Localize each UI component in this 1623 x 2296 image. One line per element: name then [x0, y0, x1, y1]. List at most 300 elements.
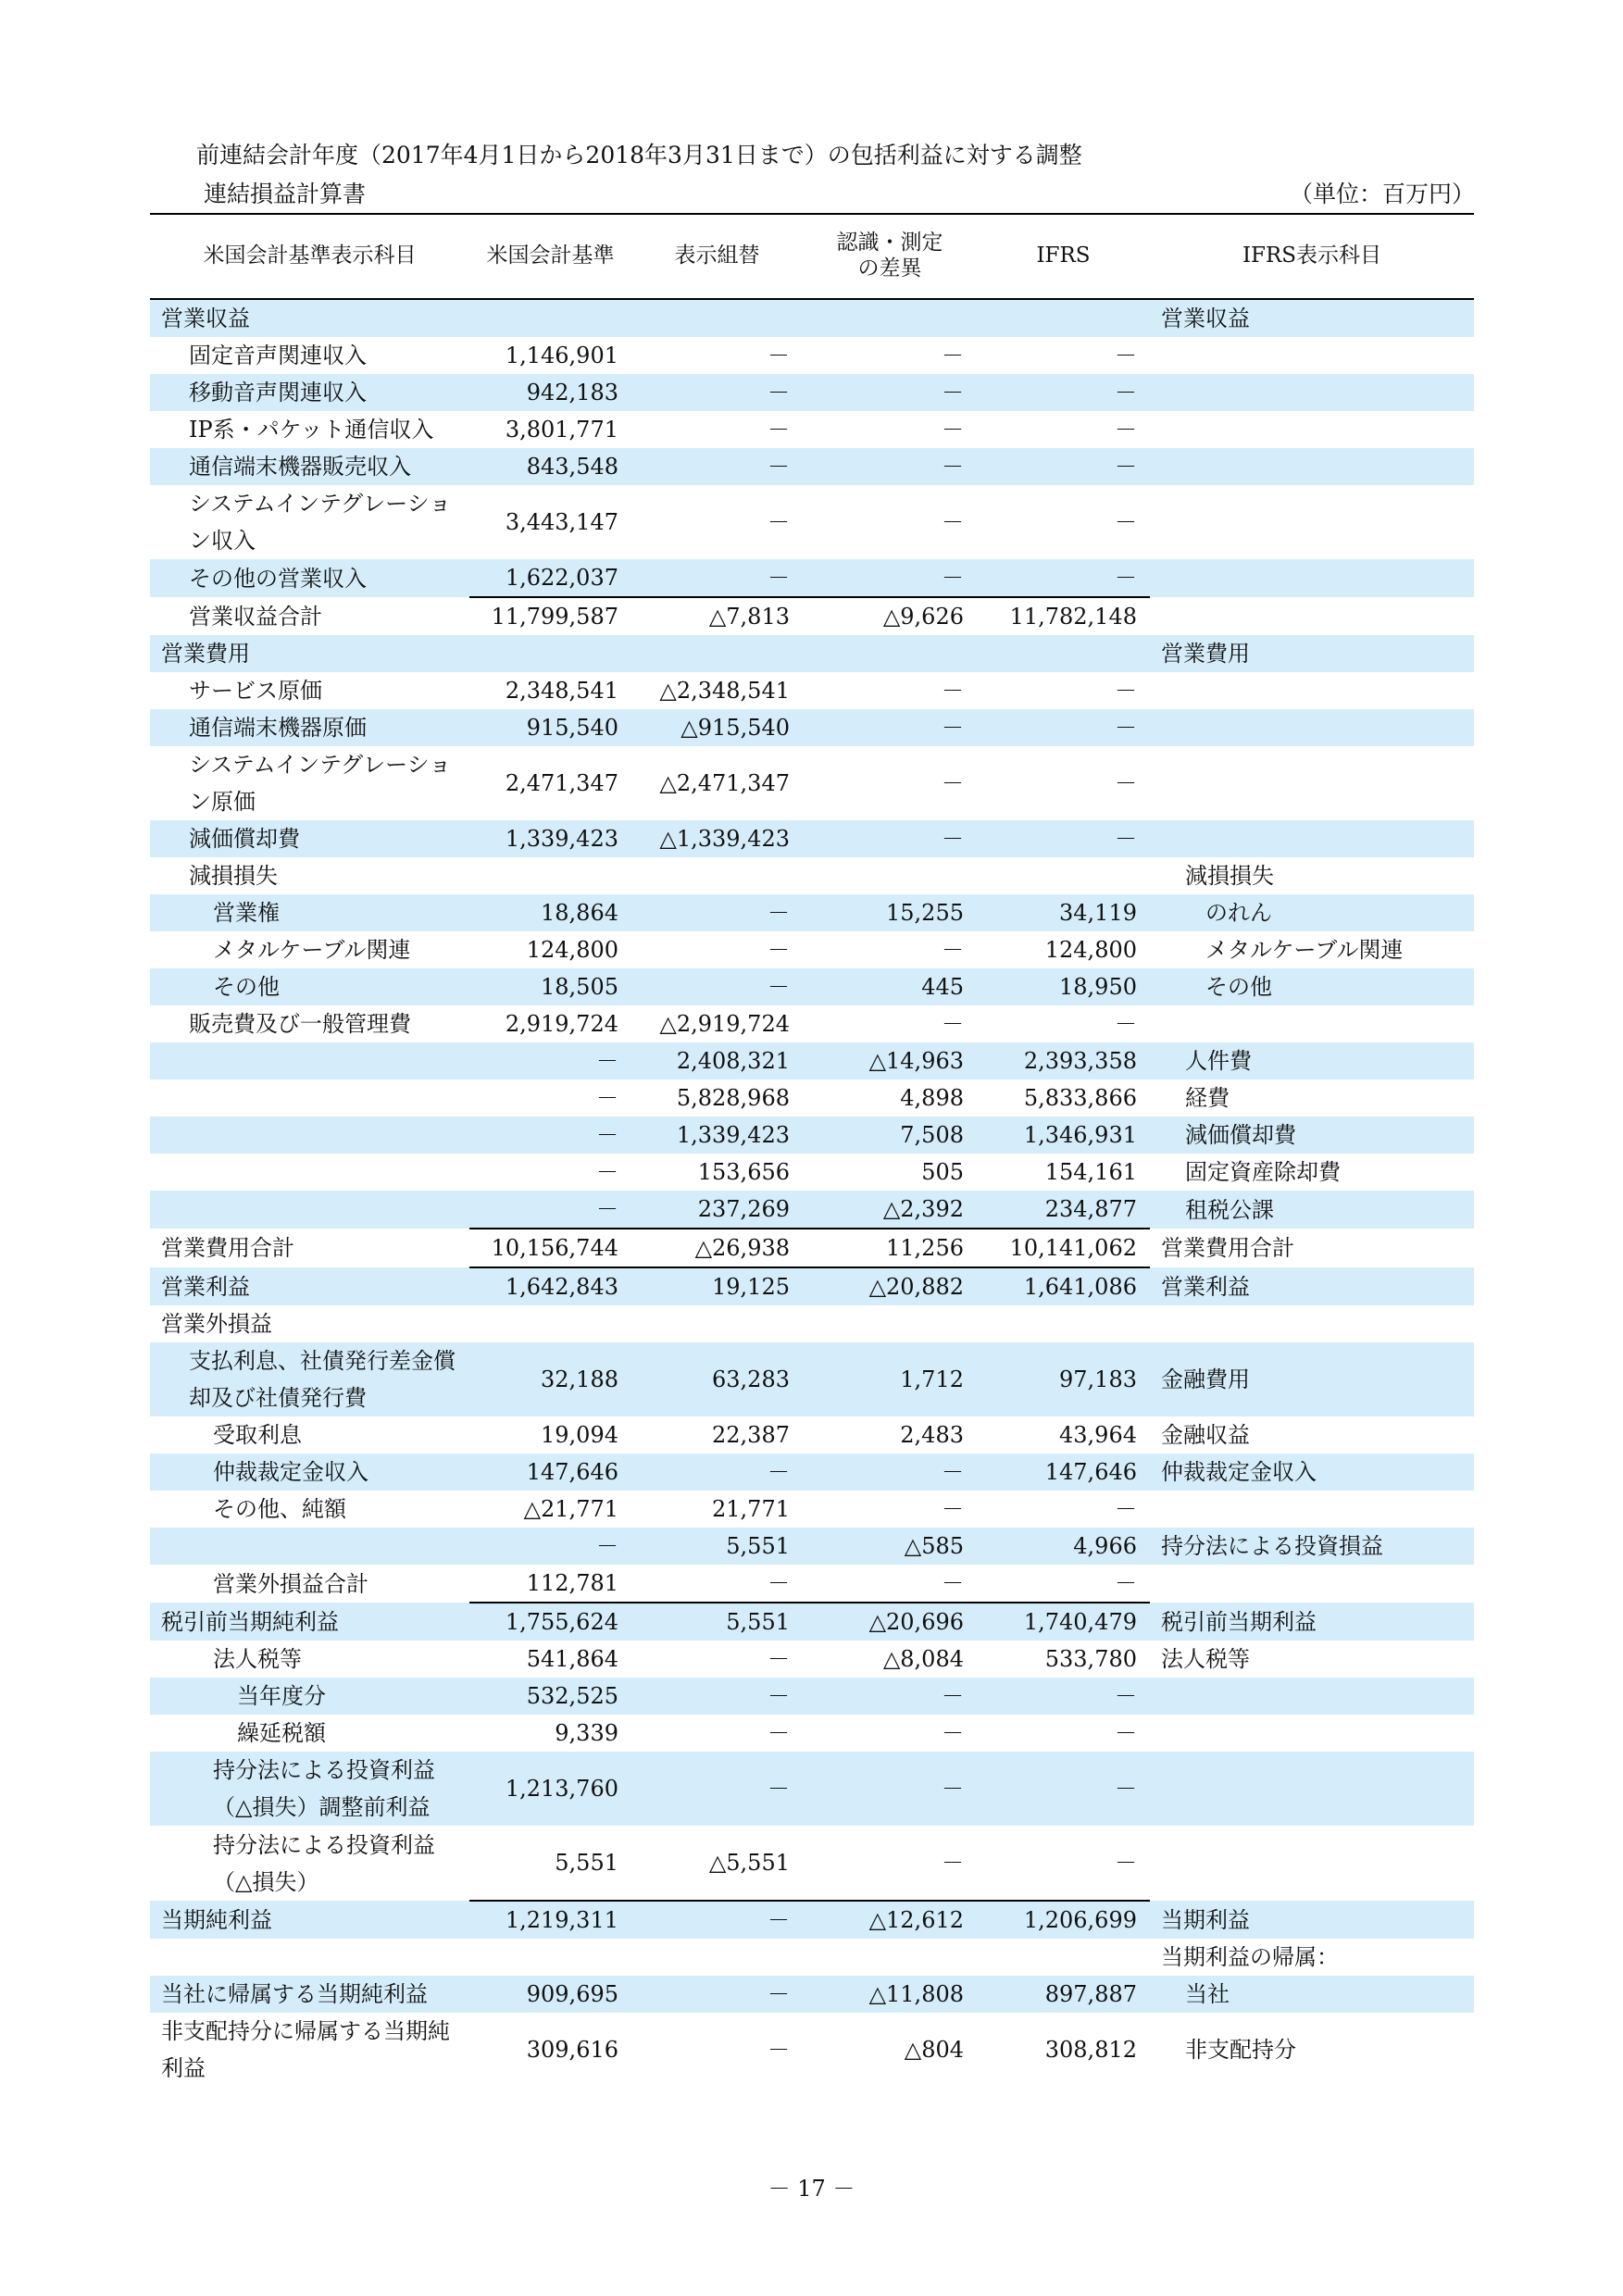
us-item-cell: 固定音声関連収入: [189, 343, 367, 368]
ifrs-value: －: [1115, 770, 1137, 796]
ifrs-item-cell: 営業収益: [1150, 299, 1474, 337]
us-gaap-value: [469, 1305, 631, 1342]
reclass-value: －: [631, 559, 803, 597]
ifrs-value: －: [977, 448, 1150, 485]
table-row: [150, 2013, 1474, 2087]
us-gaap-value: －: [469, 1528, 631, 1565]
table-row: [150, 559, 1474, 597]
reclass-value: －: [768, 1720, 790, 1746]
table-row: [150, 635, 1474, 672]
reclass-value: △1,339,423: [631, 820, 803, 857]
diff-value: 15,255: [803, 894, 977, 931]
reclass-value: [631, 299, 803, 337]
col-reclass: 表示組替: [631, 214, 803, 299]
us-item-cell: 非支配持分に帰属する当期純利益: [161, 2018, 450, 2081]
ifrs-item-cell: [1150, 374, 1474, 411]
us-gaap-value: 10,156,744: [469, 1229, 631, 1267]
us-item-cell: [150, 1117, 469, 1154]
diff-value: －: [803, 709, 977, 746]
us-item-cell: [150, 1079, 469, 1117]
ifrs-value: [977, 1939, 1150, 1976]
us-item-cell: システムインテグレーション収入: [189, 491, 452, 554]
ifrs-value: －: [977, 374, 1150, 411]
us-gaap-value: －: [596, 1085, 618, 1111]
us-item-cell: 受取利息: [213, 1422, 302, 1448]
diff-value: －: [803, 820, 977, 857]
ifrs-item-cell: [1150, 1565, 1474, 1603]
us-gaap-value: 5,551: [555, 1850, 618, 1876]
us-item-cell: 販売費及び一般管理費: [189, 1011, 411, 1037]
diff-value: [803, 1305, 977, 1342]
table-row: [150, 1976, 1474, 2013]
diff-value: △11,808: [803, 1976, 977, 2013]
diff-value: 2,483: [900, 1422, 964, 1448]
us-gaap-value: 1,755,624: [469, 1603, 631, 1641]
table-row: [150, 1154, 1474, 1191]
table-row: [150, 1305, 1474, 1342]
ifrs-item-cell: [1150, 1491, 1474, 1528]
us-item-cell: [150, 1042, 469, 1079]
ifrs-item-cell: 当社: [1150, 1976, 1474, 2013]
us-item-cell: IP系・パケット通信収入: [189, 417, 434, 443]
us-item-cell: [150, 1528, 469, 1565]
us-item-cell: メタルケーブル関連: [213, 937, 411, 963]
reclass-value: 63,283: [631, 1342, 803, 1416]
diff-value: －: [942, 1496, 964, 1522]
us-item-cell: 仲裁裁定金収入: [150, 1454, 469, 1491]
us-gaap-value: －: [469, 1191, 631, 1229]
ifrs-value: 1,641,086: [977, 1267, 1150, 1305]
diff-value: －: [942, 1720, 964, 1746]
table-row: [150, 1342, 1474, 1416]
us-item-cell: システムインテグレーション原価: [189, 752, 452, 815]
us-gaap-value: 2,348,541: [505, 678, 618, 704]
us-item-cell: [150, 1154, 469, 1191]
reclass-value: －: [631, 1454, 803, 1491]
reclass-value: －: [768, 2037, 790, 2063]
table-row: [150, 857, 1474, 894]
ifrs-item-cell: [1150, 485, 1474, 559]
table-row: [150, 1565, 1474, 1603]
us-item-cell: 減損損失: [189, 863, 278, 889]
us-item-cell: その他: [150, 968, 469, 1005]
us-item-cell: 営業外損益: [161, 1311, 272, 1337]
us-item-cell: 営業収益: [150, 299, 469, 337]
page-number: － 17 －: [768, 2176, 855, 2202]
us-gaap-value: －: [596, 1159, 618, 1185]
ifrs-item-cell: [1150, 1678, 1474, 1715]
ifrs-value: [977, 635, 1150, 672]
ifrs-value: 124,800: [1044, 937, 1137, 963]
table-row: [150, 411, 1474, 448]
diff-value: －: [942, 1850, 964, 1876]
reclass-value: 21,771: [712, 1496, 790, 1522]
reclass-value: 5,551: [631, 1528, 803, 1565]
ifrs-item-cell: [1150, 448, 1474, 485]
ifrs-item-cell: 税引前当期利益: [1150, 1603, 1474, 1641]
table-row: [150, 1267, 1474, 1305]
ifrs-value: 2,393,358: [977, 1042, 1150, 1079]
statement-subtitle: 連結損益計算書: [204, 181, 367, 207]
reclass-value: 5,551: [631, 1603, 803, 1641]
us-item-cell: 持分法による投資利益（△損失）: [213, 1831, 435, 1895]
ifrs-item-cell: [1150, 411, 1474, 448]
ifrs-item-cell: 仲裁裁定金収入: [1150, 1454, 1474, 1491]
diff-value: △12,612: [803, 1901, 977, 1939]
diff-value: [803, 1939, 977, 1976]
diff-value: －: [942, 678, 964, 704]
unit-label: （単位：百万円）: [1289, 181, 1475, 207]
ifrs-value: －: [1115, 1011, 1137, 1037]
ifrs-value: 10,141,062: [977, 1229, 1150, 1267]
us-gaap-value: 11,799,587: [469, 597, 631, 635]
reclass-value: △5,551: [708, 1850, 790, 1876]
reclass-value: －: [631, 1678, 803, 1715]
us-item-cell: その他の営業収入: [150, 559, 469, 597]
diff-value: －: [803, 559, 977, 597]
reclass-value: －: [631, 1976, 803, 2013]
reclass-value: －: [631, 894, 803, 931]
us-item-cell: 通信端末機器販売収入: [150, 448, 469, 485]
us-gaap-value: 1,213,760: [469, 1752, 631, 1826]
ifrs-item-cell: 固定資産除却費: [1185, 1159, 1341, 1185]
reclass-value: －: [768, 937, 790, 963]
diff-value: －: [803, 1752, 977, 1826]
us-item-cell: サービス原価: [189, 678, 322, 704]
ifrs-item-cell: 営業費用: [1150, 635, 1474, 672]
us-gaap-value: [469, 635, 631, 672]
reclass-value: [631, 857, 803, 894]
reclass-value: △2,919,724: [659, 1011, 790, 1037]
table-row: [150, 1901, 1474, 1939]
diff-value: △2,392: [803, 1191, 977, 1229]
ifrs-item-cell: 減価償却費: [1150, 1117, 1474, 1154]
table-row: [150, 1641, 1474, 1678]
ifrs-item-cell: [1150, 1752, 1474, 1826]
us-gaap-value: 909,695: [469, 1976, 631, 2013]
table-row: [150, 1416, 1474, 1454]
us-gaap-value: 147,646: [469, 1454, 631, 1491]
diff-value: －: [942, 509, 964, 535]
reclass-value: －: [768, 1570, 790, 1596]
reclass-value: 1,339,423: [631, 1117, 803, 1154]
us-item-cell: 税引前当期純利益: [150, 1603, 469, 1641]
diff-value: △585: [803, 1528, 977, 1565]
us-gaap-value: 3,801,771: [505, 417, 618, 443]
us-gaap-value: 532,525: [469, 1678, 631, 1715]
ifrs-item-cell: [1150, 672, 1474, 709]
us-item-cell: 営業権: [150, 894, 469, 931]
ifrs-item-cell: [1150, 559, 1474, 597]
us-item-cell: 支払利息、社債発行差金償却及び社債発行費: [150, 1342, 469, 1416]
reclass-value: △2,471,347: [659, 770, 790, 796]
diff-value: △20,882: [803, 1267, 977, 1305]
ifrs-item-cell: [1150, 1005, 1474, 1042]
us-gaap-value: 1,219,311: [469, 1901, 631, 1939]
us-item-cell: 当期純利益: [150, 1901, 469, 1939]
col-ifrs-item: IFRS表示科目: [1150, 214, 1474, 299]
table-row: [150, 1939, 1474, 1976]
reclass-value: －: [768, 1646, 790, 1672]
reclass-value: [631, 635, 803, 672]
us-gaap-value: －: [469, 1117, 631, 1154]
table-row: [150, 1454, 1474, 1491]
ifrs-value: 1,740,479: [977, 1603, 1150, 1641]
table-row: [150, 1491, 1474, 1528]
us-gaap-value: 3,443,147: [505, 509, 618, 535]
ifrs-item-cell: [1150, 746, 1474, 820]
col-diff: 認識・測定の差異: [803, 214, 977, 299]
table-row: [150, 1191, 1474, 1229]
table-row: [150, 1715, 1474, 1752]
reconciliation-table: [150, 213, 1474, 2087]
reclass-value: －: [631, 374, 803, 411]
us-item-cell: 減価償却費: [150, 820, 469, 857]
ifrs-value: －: [1115, 678, 1137, 704]
us-gaap-value: [469, 857, 631, 894]
ifrs-item-cell: [1150, 1826, 1474, 1901]
us-item-cell: 持分法による投資利益（△損失）調整前利益: [150, 1752, 469, 1826]
reclass-value: [631, 1939, 803, 1976]
table-row: [150, 1752, 1474, 1826]
table-row: [150, 1678, 1474, 1715]
table-row: [150, 820, 1474, 857]
table-row: [150, 709, 1474, 746]
reclass-value: 22,387: [712, 1422, 790, 1448]
us-gaap-value: 1,622,037: [469, 559, 631, 597]
diff-value: △20,696: [803, 1603, 977, 1641]
table-row: [150, 746, 1474, 820]
table-row: [150, 1005, 1474, 1042]
table-row: [150, 1079, 1474, 1117]
us-gaap-value: 1,642,843: [469, 1267, 631, 1305]
table-row: [150, 1042, 1474, 1079]
reclass-value: △26,938: [631, 1229, 803, 1267]
diff-value: －: [942, 937, 964, 963]
us-gaap-value: 309,616: [526, 2037, 618, 2063]
diff-value: －: [942, 1011, 964, 1037]
us-gaap-value: －: [469, 1042, 631, 1079]
reclass-value: －: [768, 343, 790, 368]
diff-value: [803, 299, 977, 337]
us-gaap-value: 19,094: [541, 1422, 618, 1448]
us-gaap-value: △21,771: [523, 1496, 618, 1522]
col-us-item: 米国会計基準表示科目: [150, 214, 469, 299]
ifrs-value: [977, 1305, 1150, 1342]
table-row: [150, 448, 1474, 485]
ifrs-value: 147,646: [977, 1454, 1150, 1491]
reclass-value: △915,540: [631, 709, 803, 746]
diff-value: 7,508: [803, 1117, 977, 1154]
us-item-cell: 営業利益: [150, 1267, 469, 1305]
table-row: [150, 597, 1474, 635]
ifrs-value: 308,812: [1044, 2037, 1137, 2063]
ifrs-value: 533,780: [1044, 1646, 1137, 1672]
us-item-cell: 当年度分: [150, 1678, 469, 1715]
ifrs-item-cell: 当期利益の帰属：: [1161, 1944, 1339, 1970]
ifrs-item-cell: 当期利益: [1150, 1901, 1474, 1939]
us-item-cell: 繰延税額: [237, 1720, 326, 1746]
us-item-cell: 当社に帰属する当期純利益: [150, 1976, 469, 2013]
ifrs-value: －: [1115, 1496, 1137, 1522]
us-gaap-value: 18,864: [469, 894, 631, 931]
reclass-value: －: [631, 448, 803, 485]
reclass-value: △2,348,541: [659, 678, 790, 704]
ifrs-value: 1,346,931: [977, 1117, 1150, 1154]
diff-value: 445: [803, 968, 977, 1005]
us-gaap-value: [469, 1939, 631, 1976]
reclass-value: 5,828,968: [676, 1085, 790, 1111]
diff-value: －: [803, 1454, 977, 1491]
us-gaap-value: 124,800: [526, 937, 618, 963]
us-item-cell: 移動音声関連収入: [150, 374, 469, 411]
diff-value: －: [803, 448, 977, 485]
us-item-cell: 営業費用合計: [161, 1235, 294, 1261]
diff-value: －: [942, 343, 964, 368]
us-item-cell: [150, 1191, 469, 1229]
us-gaap-value: [469, 299, 631, 337]
us-item-cell: 通信端末機器原価: [150, 709, 469, 746]
table-row: [150, 1229, 1474, 1267]
document-title: 前連結会計年度（2017年4月1日から2018年3月31日まで）の包括利益に対する調整: [196, 142, 1082, 168]
table-row: [150, 374, 1474, 411]
reclass-value: －: [631, 1901, 803, 1939]
us-gaap-value: 843,548: [469, 448, 631, 485]
ifrs-item-cell: 持分法による投資損益: [1150, 1528, 1474, 1565]
ifrs-value: －: [1115, 417, 1137, 443]
ifrs-value: 4,966: [977, 1528, 1150, 1565]
reclass-value: 2,408,321: [631, 1042, 803, 1079]
ifrs-value: 43,964: [1059, 1422, 1137, 1448]
table-row: [150, 968, 1474, 1005]
us-gaap-value: 2,471,347: [505, 770, 618, 796]
ifrs-item-cell: [1150, 820, 1474, 857]
ifrs-value: 97,183: [977, 1342, 1150, 1416]
ifrs-item-cell: [1150, 1715, 1474, 1752]
ifrs-value: 5,833,866: [1023, 1085, 1137, 1111]
us-gaap-value: 1,339,423: [469, 820, 631, 857]
diff-value: [803, 635, 977, 672]
us-gaap-value: 32,188: [469, 1342, 631, 1416]
ifrs-value: 18,950: [977, 968, 1150, 1005]
reclass-value: 237,269: [631, 1191, 803, 1229]
diff-value: 4,898: [900, 1085, 964, 1111]
ifrs-value: －: [977, 559, 1150, 597]
ifrs-value: －: [977, 1678, 1150, 1715]
diff-value: [803, 857, 977, 894]
us-gaap-value: 112,781: [526, 1570, 618, 1596]
us-item-cell: 法人税等: [213, 1646, 302, 1672]
diff-value: －: [942, 1570, 964, 1596]
ifrs-value: －: [1115, 1720, 1137, 1746]
table-row: [150, 1826, 1474, 1901]
ifrs-value: －: [977, 1752, 1150, 1826]
ifrs-value: 11,782,148: [977, 597, 1150, 635]
reclass-value: －: [631, 1752, 803, 1826]
ifrs-item-cell: [1150, 597, 1474, 635]
table-body: [150, 299, 1474, 2087]
ifrs-item-cell: 営業利益: [1150, 1267, 1474, 1305]
ifrs-value: －: [1115, 1850, 1137, 1876]
us-gaap-value: 915,540: [469, 709, 631, 746]
us-item-cell: 営業外損益合計: [213, 1570, 368, 1597]
diff-value: －: [803, 1678, 977, 1715]
diff-value: 1,712: [803, 1342, 977, 1416]
ifrs-value: －: [977, 820, 1150, 857]
table-row: [150, 894, 1474, 931]
diff-value: 505: [921, 1159, 964, 1185]
ifrs-value: －: [1115, 343, 1137, 368]
diff-value: △14,963: [803, 1042, 977, 1079]
col-us-gaap: 米国会計基準: [469, 214, 631, 299]
table-header: [150, 214, 1474, 299]
ifrs-value: －: [1115, 509, 1137, 535]
reclass-value: △7,813: [631, 597, 803, 635]
ifrs-item-cell: 減損損失: [1185, 863, 1274, 889]
us-gaap-value: 1,146,901: [505, 343, 618, 368]
reclass-value: －: [768, 417, 790, 443]
diff-value: △9,626: [803, 597, 977, 635]
us-item-cell: 営業収益合計: [189, 603, 322, 630]
us-gaap-value: 541,864: [526, 1646, 618, 1672]
table-row: [150, 1117, 1474, 1154]
table-row: [150, 1603, 1474, 1641]
reclass-value: [631, 1305, 803, 1342]
table-row: [150, 485, 1474, 559]
us-item-cell: 営業費用: [150, 635, 469, 672]
diff-value: △804: [904, 2037, 964, 2063]
diff-value: 11,256: [803, 1229, 977, 1267]
ifrs-item-cell: 経費: [1185, 1085, 1230, 1111]
table-row: [150, 931, 1474, 968]
diff-value: －: [803, 374, 977, 411]
diff-value: －: [942, 770, 964, 796]
ifrs-item-cell: 営業費用合計: [1161, 1235, 1294, 1261]
diff-value: －: [942, 417, 964, 443]
table-row: [150, 1528, 1474, 1565]
ifrs-item-cell: 非支配持分: [1185, 2037, 1296, 2063]
table-row: [150, 672, 1474, 709]
ifrs-item-cell: [1150, 1305, 1474, 1342]
reclass-value: －: [768, 509, 790, 535]
ifrs-value: 34,119: [977, 894, 1150, 931]
ifrs-item-cell: [1150, 337, 1474, 374]
reclass-value: －: [631, 968, 803, 1005]
ifrs-item-cell: [1150, 709, 1474, 746]
ifrs-item-cell: 金融費用: [1150, 1342, 1474, 1416]
ifrs-value: 897,887: [977, 1976, 1150, 2013]
us-gaap-value: 18,505: [469, 968, 631, 1005]
col-ifrs: IFRS: [977, 214, 1150, 299]
ifrs-value: 154,161: [1044, 1159, 1137, 1185]
ifrs-value: [977, 299, 1150, 337]
ifrs-item-cell: 金融収益: [1161, 1422, 1250, 1448]
ifrs-item-cell: その他: [1150, 968, 1474, 1005]
us-gaap-value: 2,919,724: [505, 1011, 618, 1037]
diff-value: △8,084: [882, 1646, 964, 1672]
ifrs-value: －: [1115, 1570, 1137, 1596]
us-item-cell: その他、純額: [213, 1496, 346, 1522]
ifrs-item-cell: 人件費: [1150, 1042, 1474, 1079]
ifrs-item-cell: メタルケーブル関連: [1205, 937, 1404, 963]
reclass-value: 153,656: [697, 1159, 790, 1185]
us-gaap-value: 9,339: [555, 1720, 618, 1746]
ifrs-value: 234,877: [977, 1191, 1150, 1229]
us-gaap-value: 942,183: [469, 374, 631, 411]
us-item-cell: [150, 1939, 469, 1976]
ifrs-item-cell: 租税公課: [1150, 1191, 1474, 1229]
ifrs-value: [977, 857, 1150, 894]
